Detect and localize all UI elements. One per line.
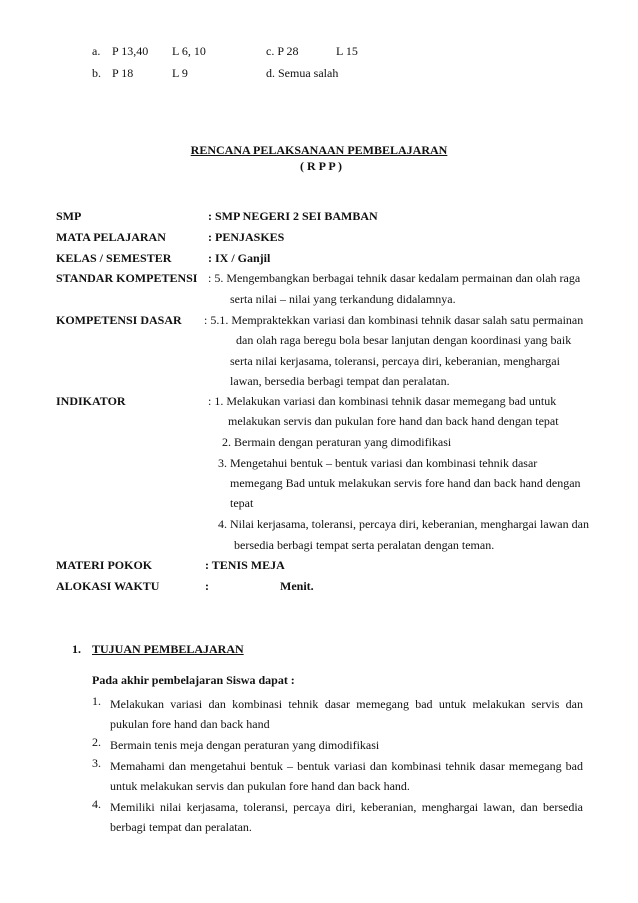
list-item: Melakukan variasi dan kombinasi tehnik dasar memegang bad untuk melakukan servis dan pukulan fore hand dan back hand xyxy=(110,697,583,731)
label-indikator: INDIKATOR xyxy=(56,394,126,408)
option-a-l: L 6, 10 xyxy=(172,44,206,58)
indikator-4a: 4. Nilai kerjasama, toleransi, percaya diri, keberanian, menghargai lawan dan xyxy=(218,517,589,531)
option-b-letter: b. xyxy=(92,66,101,80)
value-kd-line1: : 5.1. Mempraktekkan variasi dan kombinasi tehnik dasar salah satu permainan xyxy=(204,313,584,327)
value-sk-line2: serta nilai – nilai yang terkandung didalamnya. xyxy=(230,292,456,306)
value-smp: : SMP NEGERI 2 SEI BAMBAN xyxy=(208,209,378,223)
list-item-number: 4. xyxy=(92,797,101,811)
tujuan-intro: Pada akhir pembelajaran Siswa dapat : xyxy=(92,673,295,687)
indikator-3c: tepat xyxy=(230,496,254,510)
label-smp: SMP xyxy=(56,209,82,223)
list-item: Bermain tenis meja dengan peraturan yang dimodifikasi xyxy=(110,738,380,752)
alokasi-colon: : xyxy=(205,579,209,593)
label-materi: MATERI POKOK xyxy=(56,558,153,572)
option-b-p: P 18 xyxy=(112,66,134,80)
label-kd: KOMPETENSI DASAR xyxy=(56,313,182,327)
label-kelas: KELAS / SEMESTER xyxy=(56,251,172,265)
indikator-3b: memegang Bad untuk melakukan servis fore hand dan back hand dengan xyxy=(230,476,581,490)
label-mapel: MATA PELAJARAN xyxy=(56,230,166,244)
value-kd-line4: lawan, bersedia berbagi tempat dan peralatan. xyxy=(230,374,450,388)
value-mapel: : PENJASKES xyxy=(208,230,285,244)
list-item: Memahami dan mengetahui bentuk – bentuk variasi dan kombinasi tehnik dasar memegang bad untuk melakukan servis dan pukulan fore hand dan back hand. xyxy=(110,759,583,793)
indikator-2: 2. Bermain dengan peraturan yang dimodifikasi xyxy=(222,435,452,449)
list-item-number: 2. xyxy=(92,735,101,749)
label-alokasi: ALOKASI WAKTU xyxy=(56,579,160,593)
indikator-1b: melakukan servis dan pukulan fore hand dan back hand dengan tepat xyxy=(228,414,559,428)
value-kd-line3: serta nilai kerjasama, toleransi, percaya diri, keberanian, menghargai xyxy=(230,354,560,368)
indikator-1a: : 1. Melakukan variasi dan kombinasi tehnik dasar memegang bad untuk xyxy=(208,394,557,408)
option-a-letter: a. xyxy=(92,44,101,58)
tujuan-number: 1. xyxy=(72,642,81,656)
option-b-l: L 9 xyxy=(172,66,188,80)
indikator-4b: bersedia berbagi tempat serta peralatan dengan teman. xyxy=(234,538,495,552)
option-d: d. Semua salah xyxy=(266,66,339,80)
option-a-p: P 13,40 xyxy=(112,44,149,58)
value-kd-line2: dan olah raga beregu bola besar lanjutan dengan koordinasi yang baik xyxy=(236,333,572,347)
value-sk-line1: : 5. Mengembangkan berbagai tehnik dasar kedalam permainan dan olah raga xyxy=(208,271,581,285)
label-sk: STANDAR KOMPETENSI xyxy=(56,271,198,285)
list-item: Memiliki nilai kerjasama, toleransi, percaya diri, keberanian, menghargai lawan, dan bersedia berbagi tempat dan peralatan. xyxy=(110,800,583,834)
indikator-3a: 3. Mengetahui bentuk – bentuk variasi dan kombinasi tehnik dasar xyxy=(218,456,538,470)
option-c: c. P 28 xyxy=(266,44,299,58)
page-subtitle: ( R P P ) xyxy=(300,159,342,173)
tujuan-heading: TUJUAN PEMBELAJARAN xyxy=(92,642,244,656)
list-item-number: 1. xyxy=(92,694,101,708)
value-kelas: : IX / Ganjil xyxy=(208,251,271,265)
value-materi: : TENIS MEJA xyxy=(205,558,285,572)
list-item-number: 3. xyxy=(92,756,101,770)
page-title: RENCANA PELAKSANAAN PEMBELAJARAN xyxy=(190,143,448,157)
option-c-l: L 15 xyxy=(336,44,358,58)
value-alokasi: Menit. xyxy=(280,579,314,593)
